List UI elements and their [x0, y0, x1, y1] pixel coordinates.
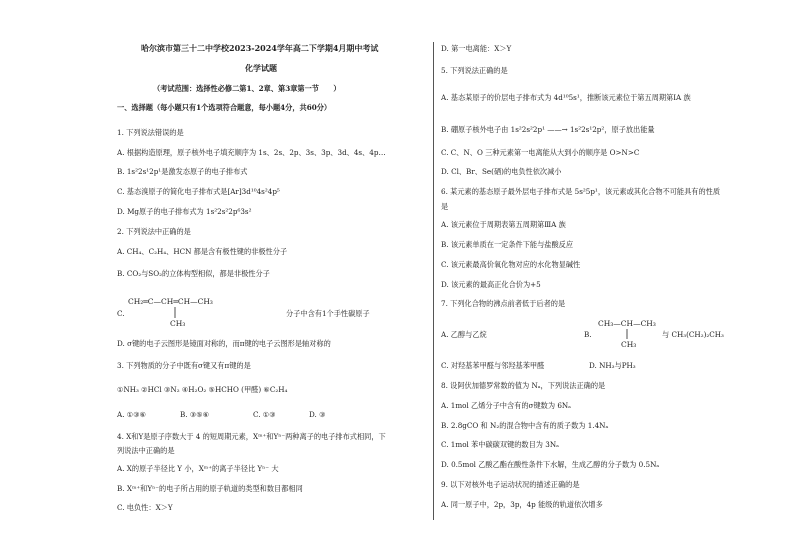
q7-structure-formula: CH₃—CH—CH₃: [598, 319, 656, 328]
q7-option-b-tail: 与 CH₃(CH₂)₂CH₃: [662, 330, 724, 339]
q7-structure-diagram: [598, 314, 668, 354]
q4-option-d: D. 第一电离能：X＞Y: [441, 44, 512, 53]
q5-option-d: D. Cl、Br、Se(硒)的电负性依次减小: [441, 167, 562, 176]
q6-option-c: C. 该元素最高价氧化物对应的水化物显碱性: [441, 260, 581, 269]
q1-option-d: D. Mg原子的电子排布式为 1s²2s²2p⁶3s²: [117, 207, 252, 216]
q4-option-b: B. Xᵐ⁺和Yⁿ⁻的电子所占用的原子轨道的类型和数目都相同: [117, 484, 303, 493]
q5-option-b: B. 硼原子核外电子由 1s²2s²2p¹ ——→ 1s²2s¹2p²，原子放出能量: [441, 125, 655, 134]
q2-option-c-label: C.: [117, 309, 125, 318]
q6-option-b: B. 该元素单质在一定条件下能与盐酸反应: [441, 240, 574, 249]
q2-structure-formula: CH₂═C—CH═CH—CH₃: [128, 297, 213, 306]
q4-stem-line1: 4. X和Y是原子序数大于 4 的短周期元素，Xᵐ⁺和Yⁿ⁻两种离子的电子排布式相同，下: [117, 432, 386, 441]
q5-option-a: A. 基态某原子的价层电子排布式为 4d¹⁰5s¹，推断该元素位于第五周期第ⅠA 族: [441, 93, 691, 102]
q2-option-b: B. CO₂与SO₂的立体构型相似，都是非极性分子: [117, 269, 270, 278]
q7-option-a: A. 乙醇与乙烷: [441, 330, 487, 339]
q1-option-b: B. 1s²2s¹2p¹是激发态原子的电子排布式: [117, 167, 248, 176]
q4-option-a: A. X的原子半径比 Y 小，Xᵐ⁺的离子半径比 Yⁿ⁻ 大: [117, 464, 279, 473]
column-divider: [433, 42, 434, 520]
q1-option-c: C. 基态溴原子的简化电子排布式是[Ar]3d¹⁰4s²4p⁵: [117, 187, 280, 196]
exam-scope: （考试范围：选择性必修二第1、2章、第3章第一节 ）: [153, 84, 341, 93]
q5-stem: 5. 下列说法正确的是: [441, 66, 508, 75]
q9-option-a: A. 同一原子中，2p，3p，4p 能级的轨道依次增多: [441, 500, 603, 509]
section-heading: 一、选择题（每小题只有1个选项符合题意，每小题4分，共60分）: [117, 103, 332, 112]
q8-option-b: B. 2.8gCO 和 N₂的混合物中含有的质子数为 1.4Nₐ: [441, 421, 609, 430]
q1-option-a: A. 根据构造原理，原子核外电子填充顺序为 1s、2s、2p、3s、3p、3d、4s、4p…: [117, 148, 386, 157]
q2-stem: 2. 下列说法中正确的是: [117, 227, 191, 236]
q8-stem: 8. 设阿伏加德罗常数的值为 Nₐ，下列说法正确的是: [441, 381, 606, 390]
q3-stem: 3. 下列物质的分子中既有σ键又有π键的是: [117, 361, 251, 370]
q3-option-a: A. ①③⑥: [117, 410, 147, 419]
q6-stem-line2: 是: [441, 202, 449, 211]
q7-option-b-label: B.: [584, 330, 592, 339]
q8-option-d: D. 0.5mol 乙酸乙酯在酸性条件下水解，生成乙醇的分子数为 0.5Nₐ: [441, 460, 660, 469]
q7-structure-branch: CH₃: [621, 340, 637, 349]
q6-option-d: D. 该元素的最高正化合价为+5: [441, 280, 541, 289]
q3-option-c: C. ①③: [253, 410, 276, 419]
q1-stem: 1. 下列说法错误的是: [117, 128, 184, 137]
q6-option-a: A. 该元素位于周期表第五周期第ⅢA 族: [441, 220, 566, 229]
q7-stem: 7. 下列化合物的沸点前者低于后者的是: [441, 299, 566, 308]
q8-option-a: A. 1mol 乙烯分子中含有的σ键数为 6Nₐ: [441, 401, 571, 410]
q2-option-d: D. σ键的电子云图形是镜面对称的，而π键的电子云图形是轴对称的: [117, 339, 331, 348]
q5-option-c: C. C、N、O 三种元素第一电离能从大到小的顺序是 O>N>C: [441, 148, 640, 157]
q2-option-a: A. CH₄、C₂H₄、HCN 都是含有极性键的非极性分子: [117, 247, 288, 256]
q2-structure-branch: CH₃: [170, 319, 186, 328]
q2-option-c-tail: 分子中含有1个手性碳原子: [286, 309, 370, 318]
exam-title: 哈尔滨市第三十二中学校2023-2024学年高二下学期4月期中考试: [141, 43, 379, 53]
q3-option-d: D. ③: [309, 410, 326, 419]
q7-option-c: C. 对羟基苯甲醛与邻羟基苯甲醛: [441, 361, 545, 370]
q2-structure-diagram: [128, 292, 278, 332]
q3-substance-list: ①NH₃ ②HCl ③N₂ ④H₂O₂ ⑤HCHO (甲醛) ⑥C₂H₄: [117, 385, 288, 394]
exam-subtitle: 化学试题: [245, 63, 277, 73]
q8-option-c: C. 1mol 苯中碳碳双键的数目为 3Nₐ: [441, 440, 559, 449]
q3-option-b: B. ③⑤⑥: [180, 410, 210, 419]
q7-option-d: D. NH₃与PH₃: [589, 361, 636, 370]
q4-stem-line2: 列说法中正确的是: [117, 446, 175, 455]
q9-stem: 9. 以下对核外电子运动状况的描述正确的是: [441, 480, 580, 489]
q4-option-c: C. 电负性：X＞Y: [117, 503, 173, 512]
q6-stem: 6. 某元素的基态原子最外层电子排布式是 5s²5p¹，该元素或其化合物不可能具有的性质: [441, 187, 721, 196]
